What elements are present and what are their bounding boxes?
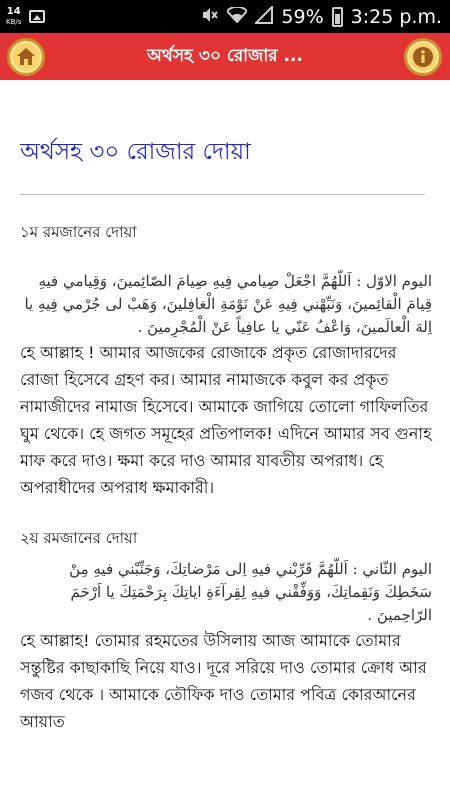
mute-icon bbox=[201, 6, 219, 28]
home-icon bbox=[15, 46, 37, 68]
app-title: অর্থসহ ৩০ রোজার ... bbox=[147, 45, 303, 66]
image-notification-icon bbox=[29, 10, 45, 23]
dua-section-2 bbox=[20, 527, 432, 735]
page-title: অর্থসহ ৩০ রোজার দোয়া bbox=[20, 139, 251, 165]
section-heading: ২য় রমজানের দোয়া bbox=[20, 529, 138, 547]
home-button[interactable] bbox=[7, 38, 45, 76]
wifi-icon bbox=[227, 7, 247, 27]
network-speed-unit: KB/s bbox=[6, 17, 22, 26]
battery-icon bbox=[332, 7, 343, 27]
status-left bbox=[6, 7, 45, 27]
content-area[interactable] bbox=[0, 80, 450, 800]
info-button[interactable] bbox=[404, 38, 442, 76]
divider bbox=[20, 194, 425, 195]
signal-icon bbox=[255, 6, 273, 28]
dua-section-1 bbox=[20, 221, 432, 501]
status-right bbox=[201, 6, 442, 28]
arabic-text: اليوم الثّاني : اَللّهُمَّ قَرِّبْني فيهِ اِلى مَرْضاتِكَ، وَجَنِّبْني فيهِ مِنْ سَخَطِكَ وَنَقِماتِكَ، وَوَفِّقْني فيهِ لِقِرآءَةِ اياتِكَ بِرَحْمَتِكَ يا اَرْحَمَ الرّاحِمينَ . bbox=[69, 560, 432, 624]
arabic-text: اليوم الاوّل : اَللّهُمَّ اجْعَلْ صِيامي فِيهِ صِيامَ الصّائِمينَ، وَقِيامي فيهِ قِيامَ الْقائِمينَ، وَنَبِّهْني فِيهِ عَنْ نَوْمَةِ الْغافِلينَ، وَهَبْ لى جُرْمي فِيهِ يا اِلهَ الْعالَمينَ، وَاعْفُ عَنّي يا عافِياً عَنْ الْمُجْرِمينَ . bbox=[24, 272, 432, 336]
translation-text: হে আল্লাহ! তোমার রহমতের উসিলায় আজ আমাকে তোমার সন্তুষ্টির কাছাকাছি নিয়ে যাও। দূরে সরিয়ে দাও তোমার ক্রোধ আর গজব থেকে । আমাকে তৌফিক দাও তোমার পবিত্র কোরআনের আয়াত bbox=[20, 631, 427, 731]
network-speed-value: 14 bbox=[6, 5, 21, 17]
section-heading: ১ম রমজানের দোয়া bbox=[20, 223, 137, 241]
status-bar bbox=[0, 0, 450, 33]
network-speed bbox=[6, 7, 21, 27]
app-bar bbox=[0, 33, 450, 80]
clock: 3:25 p.m. bbox=[350, 5, 442, 28]
battery-percent: 59% bbox=[281, 5, 324, 28]
translation-text: হে আল্লাহ ! আমার আজকের রোজাকে প্রকৃত রোজাদারদের রোজা হিসেবে গ্রহণ কর। আমার নামাজকে কবুল কর প্রকৃত নামাজীদের নামাজ হিসেবে। আমাকে জাগিয়ে তোলো গাফিলতির ঘুম থেকে। হে জগত সমূহের প্রতিপালক! এদিনে আমার সব গুনাহ মাফ করে দাও। ক্ষমা করে দাও আমার যাবতীয় অপরাধ। হে অপরাধীদের অপরাধ ক্ষমাকারী। bbox=[20, 343, 432, 497]
info-icon bbox=[412, 46, 434, 68]
